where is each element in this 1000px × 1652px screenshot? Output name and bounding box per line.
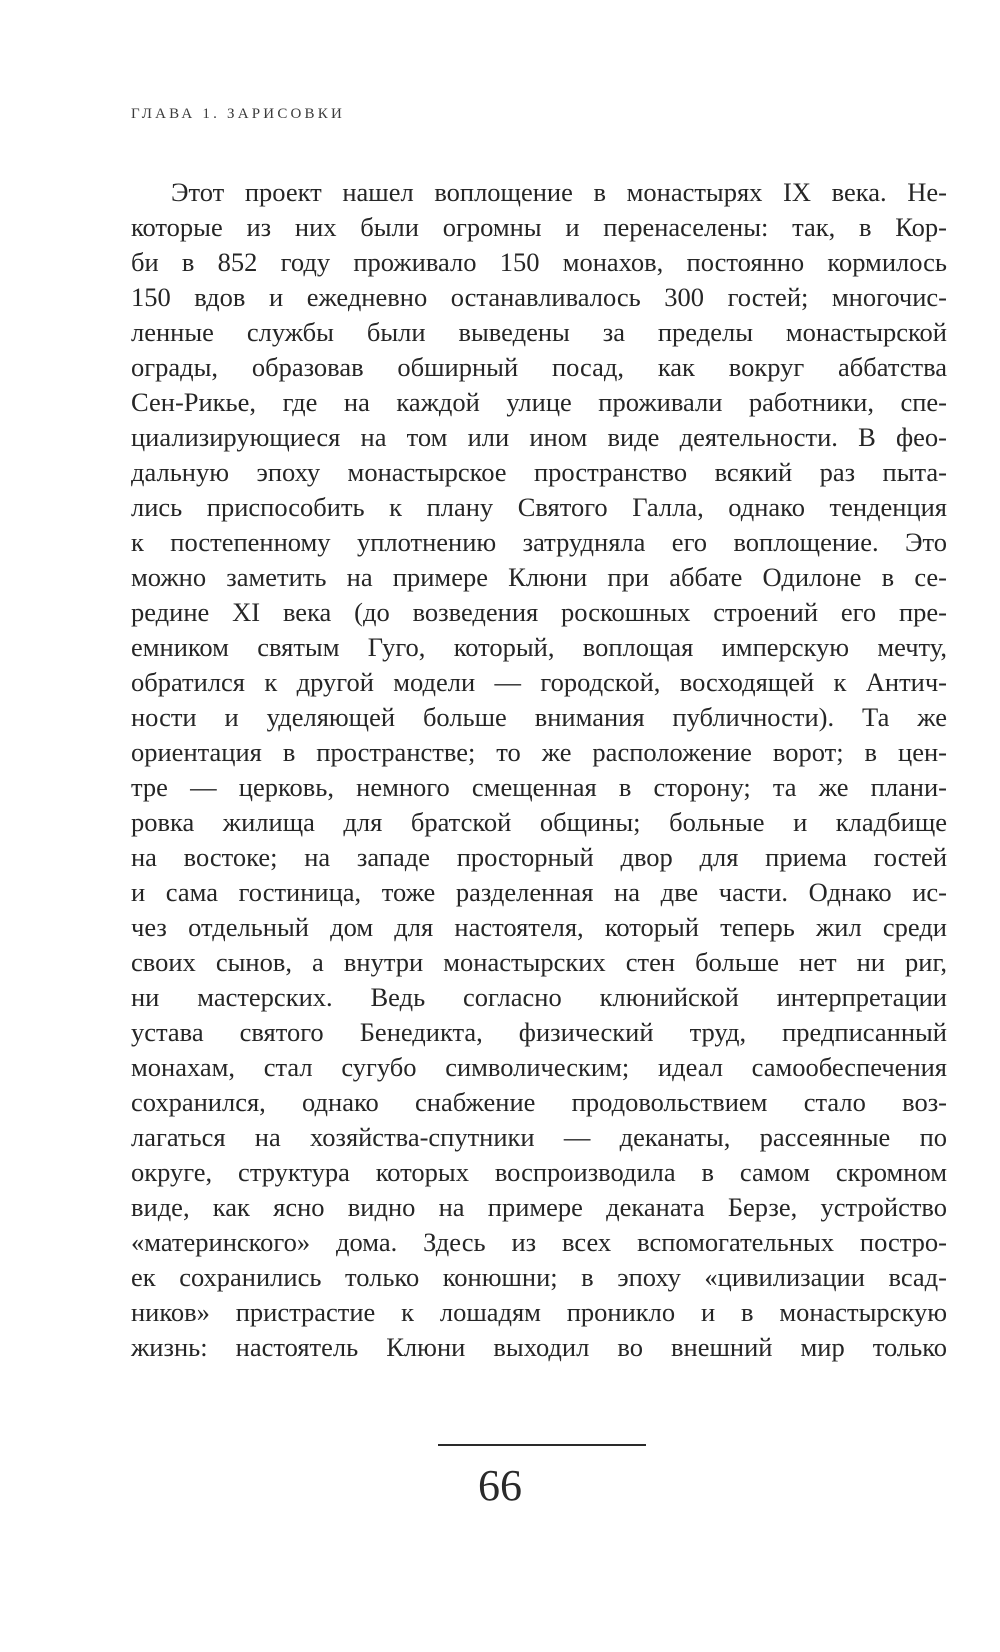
- text-line: редине XI века (до возведения роскошных строений его пре-: [131, 597, 947, 627]
- text-line: ни мастерских. Ведь согласно клюнийской интерпретации: [131, 982, 947, 1012]
- text-line: циализирующиеся на том или ином виде деятельности. В фео-: [131, 422, 947, 452]
- text-line: ности и уделяющей больше внимания публичности). Та же: [131, 702, 947, 732]
- text-line: ников» пристрастие к лошадям проникло и в монастырскую: [131, 1297, 947, 1327]
- text-line: устава святого Бенедикта, физический труд, предписанный: [131, 1017, 947, 1047]
- body-paragraph: [131, 175, 947, 1365]
- text-line: лагаться на хозяйства-спутники — деканаты, рассеянные по: [131, 1122, 947, 1152]
- text-line: монахам, стал сугубо символическим; идеал самообеспечения: [131, 1052, 947, 1082]
- text-line: ровка жилища для братской общины; больные и кладбище: [131, 807, 947, 837]
- text-line: чез отдельный дом для настоятеля, который теперь жил среди: [131, 912, 947, 942]
- text-line: ек сохранились только конюшни; в эпоху «цивилизации всад-: [131, 1262, 947, 1292]
- text-line: округе, структура которых воспроизводила в самом скромном: [131, 1157, 947, 1187]
- text-line: би в 852 году проживало 150 монахов, постоянно кормилось: [131, 247, 947, 277]
- text-line: 150 вдов и ежедневно останавливалось 300 гостей; многочис-: [131, 282, 947, 312]
- text-line: дальную эпоху монастырское пространство всякий раз пыта-: [131, 457, 947, 487]
- text-line: можно заметить на примере Клюни при аббате Одилоне в се-: [131, 562, 947, 592]
- running-head: ГЛАВА 1. ЗАРИСОВКИ: [131, 106, 345, 122]
- text-line: на востоке; на западе просторный двор для приема гостей: [131, 842, 947, 872]
- text-line: и сама гостиница, тоже разделенная на две части. Однако ис-: [131, 877, 947, 907]
- text-line: своих сынов, а внутри монастырских стен больше нет ни риг,: [131, 947, 947, 977]
- text-line: «материнского» дома. Здесь из всех вспомогательных постро-: [131, 1227, 947, 1257]
- text-line: ленные службы были выведены за пределы монастырской: [131, 317, 947, 347]
- text-line: тре — церковь, немного смещенная в сторону; та же плани-: [131, 772, 947, 802]
- text-line: лись приспособить к плану Святого Галла, однако тенденция: [131, 492, 947, 522]
- text-line: ограды, образовав обширный посад, как вокруг аббатства: [131, 352, 947, 382]
- text-line: Сен-Рикье, где на каждой улице проживали работники, спе-: [131, 387, 947, 417]
- folio-rule: [438, 1444, 646, 1446]
- text-line: к постепенному уплотнению затрудняла его воплощение. Это: [131, 527, 947, 557]
- text-line: жизнь: настоятель Клюни выходил во внешний мир только: [131, 1332, 947, 1362]
- text-line: обратился к другой модели — городской, восходящей к Антич-: [131, 667, 947, 697]
- text-line: ориентация в пространстве; то же расположение ворот; в цен-: [131, 737, 947, 767]
- text-line: виде, как ясно видно на примере деканата Берзе, устройство: [131, 1192, 947, 1222]
- text-line: емником святым Гуго, который, воплощая имперскую мечту,: [131, 632, 947, 662]
- text-line: которые из них были огромны и перенаселены: так, в Кор-: [131, 212, 947, 242]
- text-line: Этот проект нашел воплощение в монастырях IX века. Не-: [171, 177, 947, 207]
- page-number: 66: [478, 1461, 522, 1510]
- text-line: сохранился, однако снабжение продовольствием стало воз-: [131, 1087, 947, 1117]
